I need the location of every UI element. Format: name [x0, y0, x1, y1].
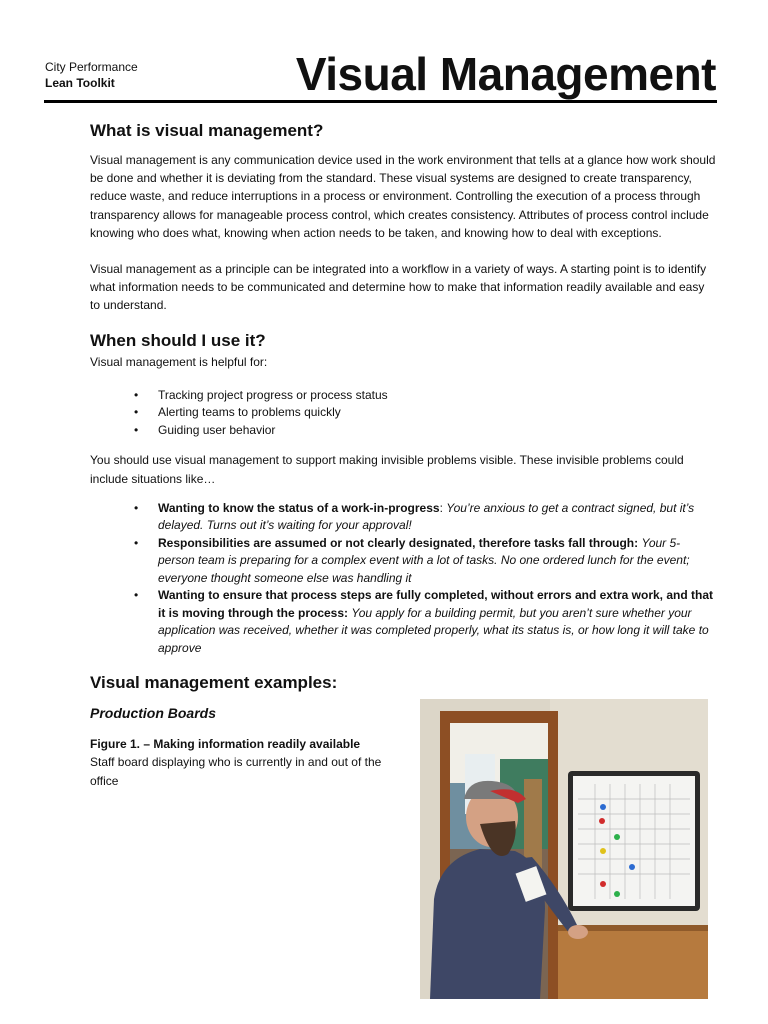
paragraph-helpful-for: Visual management is helpful for:	[90, 354, 268, 369]
situation-example: You’re anxious to get a contract signed, but it’s delayed. Turns out it’s waiting for your approval!	[158, 500, 695, 533]
situation-lead: Wanting to ensure that process steps are fully completed, without errors and extra work, and that it is moving through the process:	[158, 588, 713, 620]
paragraph-invisible-problems: You should use visual management to support making invisible problems visible. These invisible problems could include situations like…	[90, 453, 684, 486]
document-body	[90, 118, 716, 790]
staff-board-photo-illustration	[420, 699, 708, 999]
list-item-text: Alerting teams to problems quickly	[158, 405, 341, 420]
section-heading-when: When should I use it?	[90, 330, 266, 350]
separator: :	[439, 500, 447, 515]
org-label	[45, 59, 138, 91]
list-item	[134, 535, 716, 588]
header-rule	[44, 100, 717, 103]
section-heading-examples: Visual management examples:	[90, 673, 338, 693]
bullet-icon: •	[134, 422, 139, 437]
section-heading-what: What is visual management?	[90, 121, 324, 140]
bullet-icon: •	[134, 500, 139, 515]
list-item	[134, 404, 716, 422]
list-item-text: Guiding user behavior	[158, 422, 276, 437]
situation-lead: Wanting to know the status of a work-in-progress	[158, 500, 440, 515]
helpful-list	[90, 387, 716, 440]
list-item	[134, 500, 716, 535]
bullet-icon: •	[134, 405, 139, 420]
bullet-icon: •	[134, 535, 139, 550]
situation-lead: Responsibilities are assumed or not clearly designated, therefore tasks fall through:	[158, 535, 639, 550]
bullet-icon: •	[134, 588, 139, 603]
list-item	[134, 587, 716, 657]
list-item	[134, 422, 716, 440]
subheading-production-boards: Production Boards	[90, 705, 217, 722]
paragraph-principle: Visual management as a principle can be integrated into a workflow in a variety of ways. A starting point is to identify what information needs to be communicated and determine how to make that information readily available and easy to understand.	[90, 262, 707, 313]
figure-caption: Staff board displaying who is currently in and out of the office	[90, 755, 382, 788]
page-title: Visual Management	[295, 48, 716, 100]
list-item-text: Tracking project progress or process status	[158, 387, 388, 402]
list-item	[134, 387, 716, 405]
figure-title: Figure 1. – Making information readily available	[90, 737, 361, 752]
org-line-1: City Performance	[45, 60, 138, 74]
situation-example: Your 5-person team is preparing for a complex event with a lot of tasks. No one ordered lunch for the event; everyone thought someone else was handling it	[158, 535, 690, 585]
org-line-2: Lean Toolkit	[45, 76, 115, 90]
paragraph-definition: Visual management is any communication device used in the work environment that tells at a glance how work should be done and whether it is deviating from the standard. These visual systems are designed to create transparency, reduce waste, and reduce interruptions in a process or environment. Controlling the execution of a process through transparency allows for manageable process control, which creates consistency. Attributes of process control include knowing who does what, knowing when action needs to be taken, and knowing how to deal with exceptions.	[90, 153, 716, 240]
figure-photo	[420, 699, 708, 999]
bullet-icon: •	[134, 387, 139, 402]
situations-list	[90, 500, 716, 658]
situation-example: You apply for a building permit, but you aren’t sure whether your application was received, whether it was completed properly, what its status is, or how long it will take to approve	[158, 605, 709, 655]
